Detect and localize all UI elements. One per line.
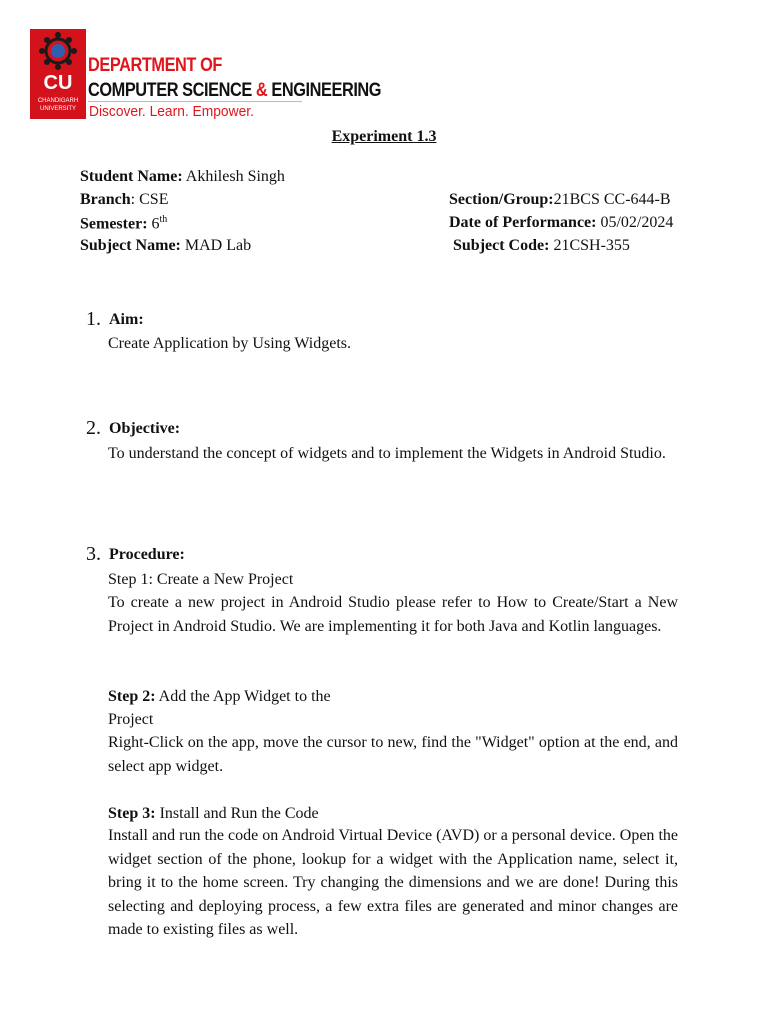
department-line-2: COMPUTER SCIENCE & ENGINEERING	[88, 80, 382, 101]
aim-heading: Aim:	[109, 311, 144, 328]
step3-title: Step 3: Install and Run the Code	[108, 805, 319, 822]
aim-text: Create Application by Using Widgets.	[108, 335, 352, 352]
logo-text: CU	[43, 72, 73, 94]
objective-text: To understand the concept of widgets and to implement the Widgets in Android Studio.	[108, 445, 666, 462]
subject-name: Subject Name: MAD Lab	[80, 237, 252, 254]
section-number: 1.	[86, 308, 101, 330]
student-name: Student Name: Akhilesh Singh	[80, 168, 285, 185]
university-logo	[30, 29, 86, 119]
tagline: Discover. Learn. Empower.	[89, 103, 254, 120]
step3-text: Install and run the code on Android Virtual Device (AVD) or a personal device. Open the widget section of the phone, lookup for a widget with the Application name, select it, bring it to the home screen. Try changing the dimensions and we are done! During this selecting and deploying process, a few extra files are generated and minor changes are made to existing files as well.	[108, 827, 678, 938]
step2-text: Right-Click on the app, move the cursor to new, find the "Widget" option at the end, and select app widget.	[108, 734, 678, 775]
department-line-1: DEPARTMENT OF	[88, 55, 222, 76]
page-title: Experiment 1.3	[331, 128, 437, 145]
procedure-heading: Procedure:	[109, 546, 185, 563]
subject-code: Subject Code: 21CSH-355	[453, 237, 630, 254]
objective-heading: Objective:	[109, 420, 181, 437]
branch: Branch: CSE	[80, 191, 169, 208]
semester: Semester: 6th	[80, 214, 168, 233]
header-divider	[88, 101, 302, 102]
gear-emblem-icon	[30, 29, 86, 119]
svg-text:UNIVERSITY: UNIVERSITY	[39, 106, 77, 112]
section-number: 3.	[86, 543, 101, 565]
step2-title-cont: Project	[108, 711, 154, 728]
step1-title: Step 1: Create a New Project	[108, 571, 294, 588]
svg-text:CHANDIGARH: CHANDIGARH	[37, 98, 79, 104]
section-number: 2.	[86, 417, 101, 439]
date-of-performance: Date of Performance: 05/02/2024	[449, 214, 674, 231]
step2-title: Step 2: Add the App Widget to the	[108, 688, 331, 705]
section-group: Section/Group:21BCS CC-644-B	[449, 191, 671, 208]
step1-text: To create a new project in Android Studio please refer to How to Create/Start a New Project in Android Studio. We are implementing it for both Java and Kotlin languages.	[108, 594, 678, 635]
